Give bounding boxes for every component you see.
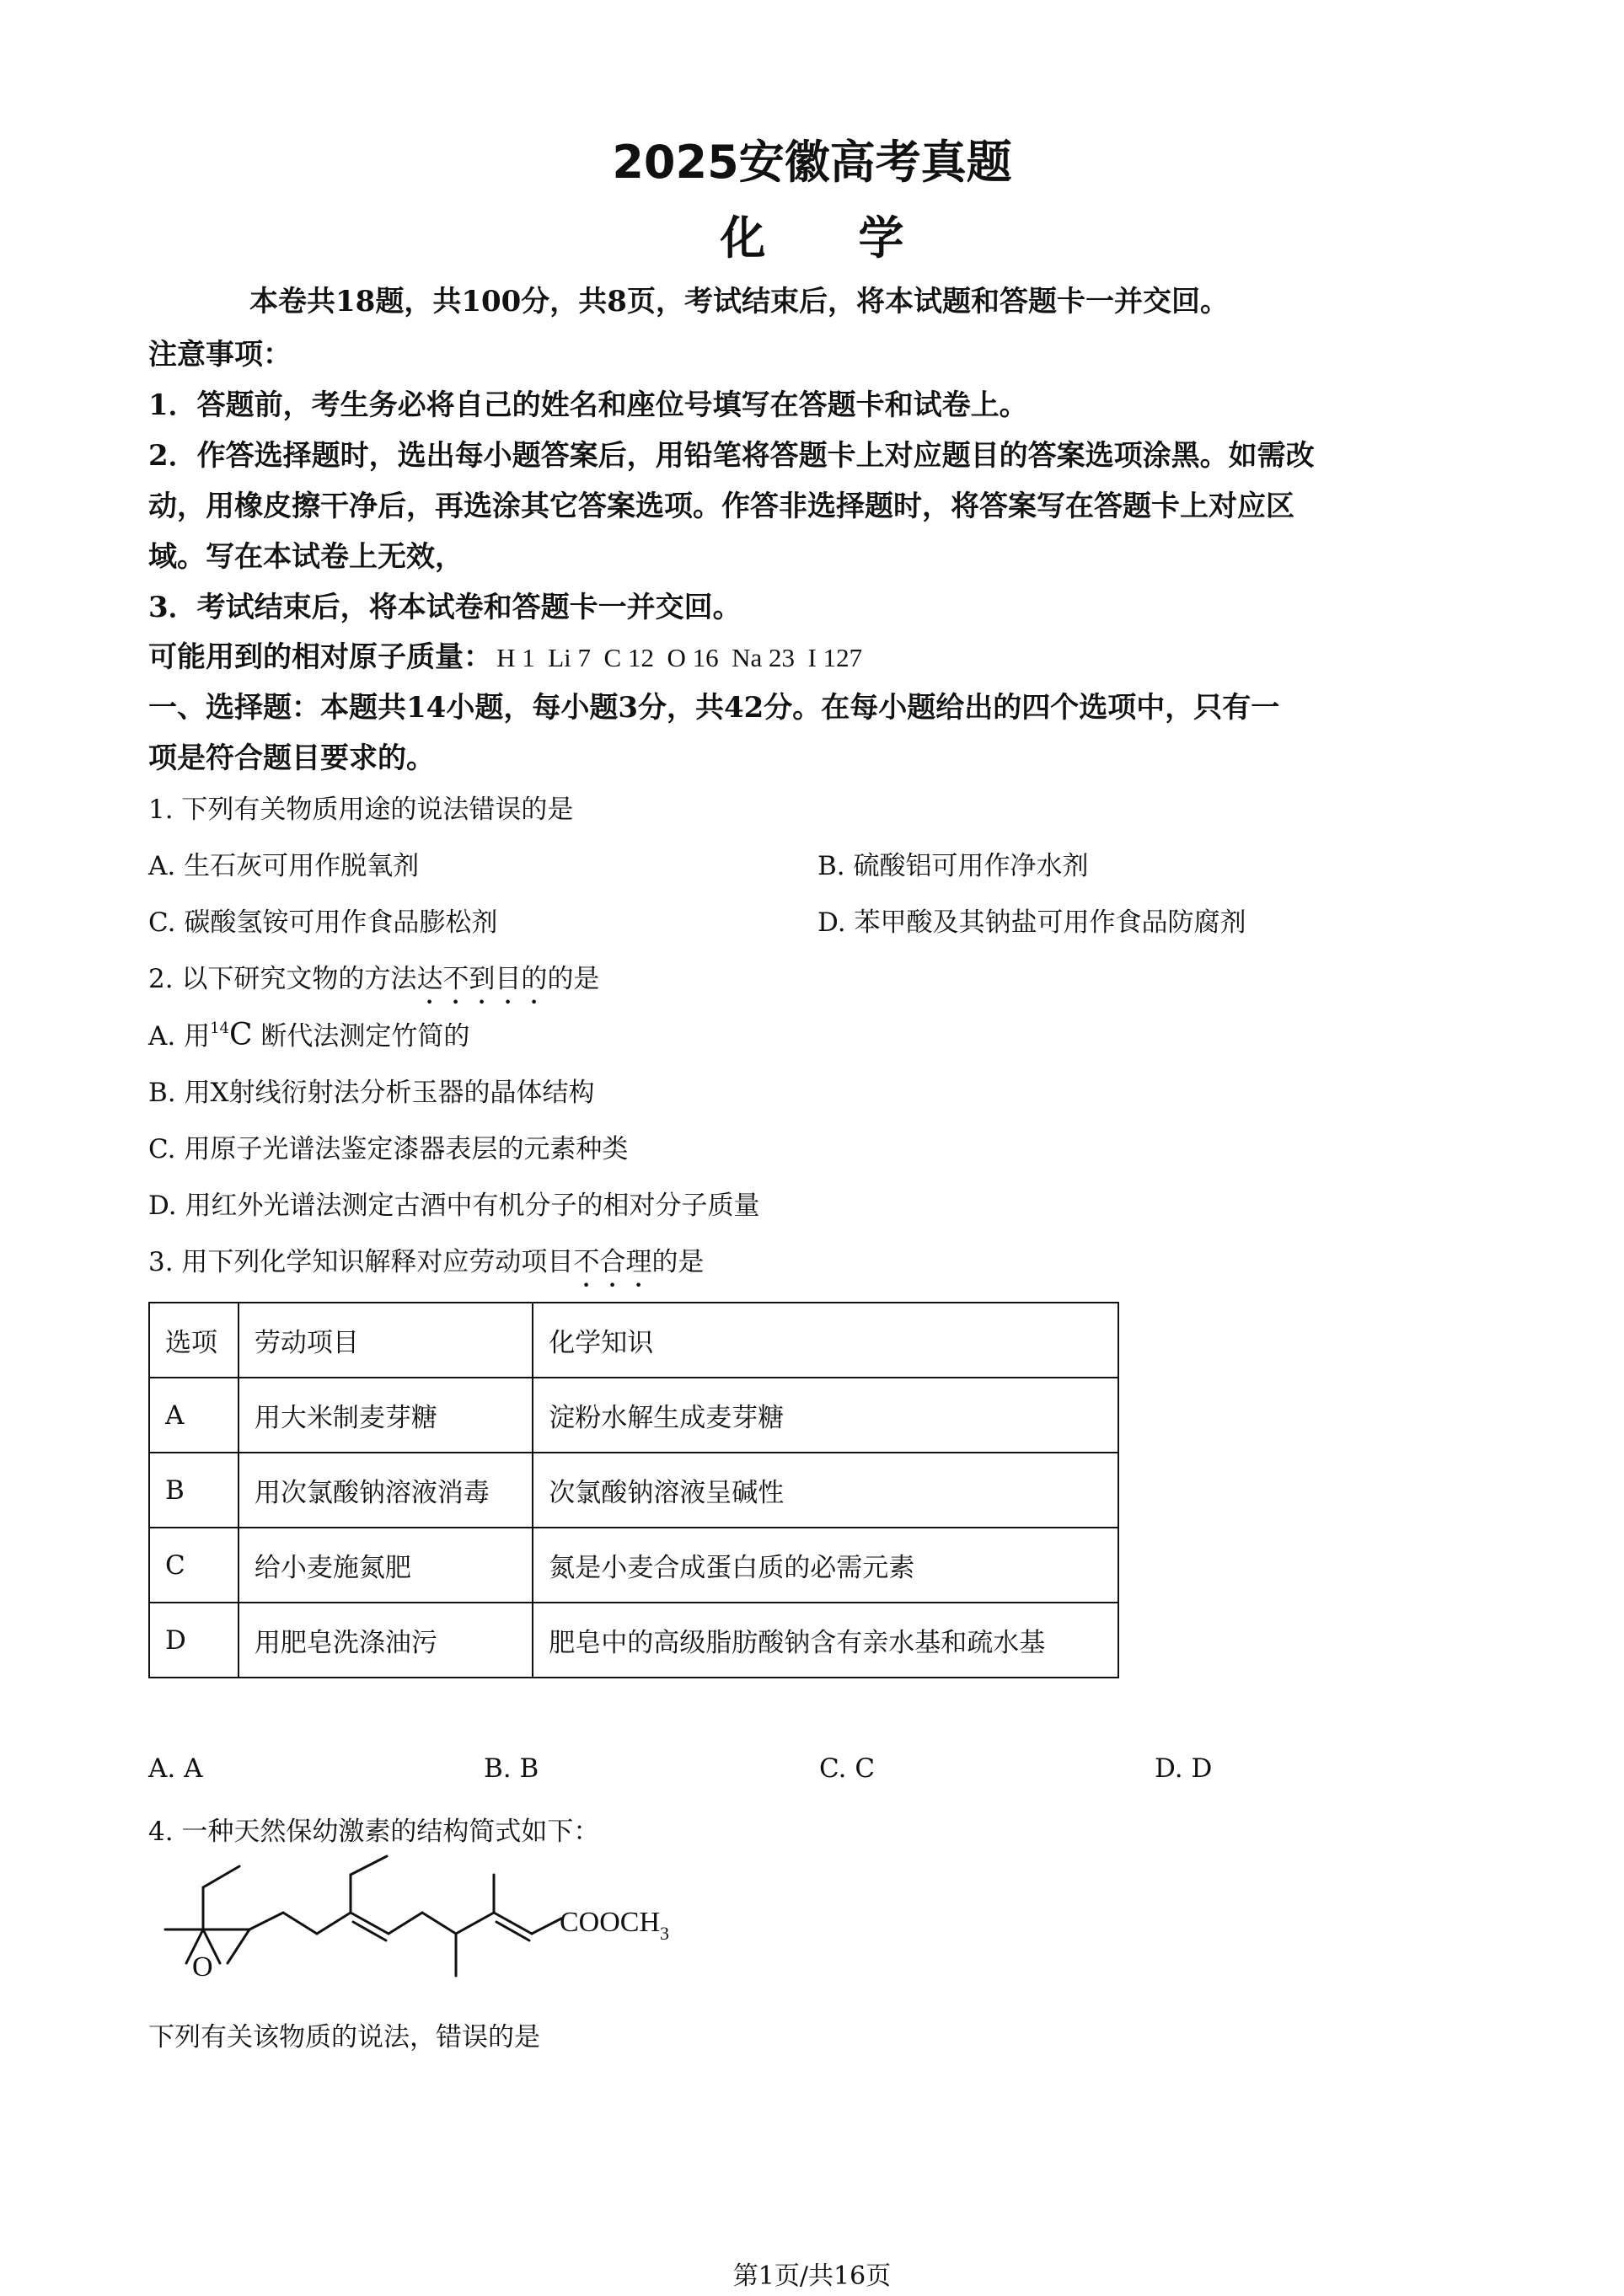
table-cell: 肥皂中的高级脂肪酸钠含有亲水基和疏水基 [533, 1603, 1118, 1678]
table-row [149, 1528, 1118, 1603]
atomic-mass-values: H 1 Li 7 C 12 O 16 Na 23 I 127 [496, 643, 863, 672]
table-cell: D [149, 1603, 239, 1678]
table-cell: 次氯酸钠溶液呈碱性 [533, 1453, 1118, 1528]
q2-stem-suffix: 的是 [547, 964, 600, 994]
atomic-mass-label: 可能用到的相对原子质量： [148, 640, 492, 674]
q3-stem-prefix: 3. 用下列化学知识解释对应劳动项目 [148, 1247, 574, 1277]
q1-option-c: C. 碳酸氢铵可用作食品膨松剂 [148, 907, 498, 938]
table-cell: C [149, 1528, 239, 1603]
exam-intro: 本卷共18题，共100分，共8页，考试结束后，将本试题和答题卡一并交回。 [249, 285, 1229, 318]
bond-line [203, 1866, 239, 1887]
q3-table [148, 1302, 1119, 1678]
isotope-symbol: C [229, 1018, 253, 1052]
section-1-line-1: 一、选择题：本题共14小题，每小题3分，共42分。在每小题给出的四个选项中，只有一 [148, 691, 1280, 725]
q2-stem [148, 957, 599, 1010]
q2-stem-emphasis: 达不到目的 [416, 964, 548, 994]
bond-line [317, 1913, 351, 1934]
ester-group-label [560, 1907, 669, 1944]
q2-option-a [148, 1014, 469, 1052]
table-header-cell: 劳动项目 [239, 1303, 533, 1378]
bond-line [389, 1913, 422, 1934]
page-number: 第1页/共16页 [732, 2261, 892, 2291]
notice-item-2-line-3: 域。写在本试卷上无效， [148, 540, 464, 574]
bond-line [532, 1919, 561, 1934]
q2-option-c: C. 用原子光谱法鉴定漆器表层的元素种类 [148, 1134, 629, 1164]
q1-option-d: D. 苯甲酸及其钠盐可用作食品防腐剂 [817, 907, 1246, 938]
q2-option-a-suffix: 断代法测定竹简的 [260, 1021, 470, 1052]
q1-option-b: B. 硫酸铝可用作净水剂 [817, 851, 1089, 881]
notice-heading: 注意事项： [148, 338, 292, 372]
q3-option-a: A. A [148, 1753, 203, 1784]
q1-option-a: A. 生石灰可用作脱氧剂 [148, 851, 420, 881]
table-cell: A [149, 1378, 239, 1453]
table-cell: 用大米制麦芽糖 [239, 1378, 533, 1453]
notice-item-1: 1．答题前，考生务必将自己的姓名和座位号填写在答题卡和试卷上。 [148, 388, 1028, 422]
table-cell: 氮是小麦合成蛋白质的必需元素 [533, 1528, 1118, 1603]
table-cell: 用次氯酸钠溶液消毒 [239, 1453, 533, 1528]
notice-item-2-line-1: 2．作答选择题时，选出每小题答案后，用铅笔将答题卡上对应题目的答案选项涂黑。如需改 [148, 439, 1315, 473]
table-row [149, 1453, 1118, 1528]
q3-stem-emphasis: 不合理 [573, 1247, 652, 1277]
isotope-mass-number: 14 [210, 1020, 230, 1037]
table-cell: 用肥皂洗涤油污 [239, 1603, 533, 1678]
notice-item-3: 3．考试结束后，将本试卷和答题卡一并交回。 [148, 591, 742, 624]
q3-option-c: C. C [819, 1753, 876, 1784]
q4-stem: 4. 一种天然保幼激素的结构简式如下： [148, 1817, 600, 1847]
q2-option-b: B. 用X射线衍射法分析玉器的晶体结构 [148, 1078, 595, 1108]
juvenile-hormone-structure [148, 1849, 738, 2010]
atomic-mass-line [148, 634, 862, 675]
q4-question: 下列有关该物质的说法，错误的是 [148, 2022, 540, 2052]
q2-stem-prefix: 2. 以下研究文物的方法 [148, 964, 417, 994]
oxygen-atom-label: O [192, 1951, 213, 1983]
bond-line [456, 1913, 494, 1934]
table-header-row [149, 1303, 1118, 1378]
table-row [149, 1378, 1118, 1453]
ester-group-subscript: 3 [660, 1923, 670, 1944]
table-cell: B [149, 1453, 239, 1528]
q3-option-b: B. B [484, 1753, 539, 1784]
q3-option-d: D. D [1155, 1753, 1213, 1784]
section-1-line-2: 项是符合题目要求的。 [148, 741, 435, 775]
bond-line [249, 1913, 283, 1929]
double-bond-line [353, 1922, 386, 1940]
table-header-cell: 选项 [149, 1303, 239, 1378]
bond-line [351, 1856, 387, 1875]
q1-stem: 1. 下列有关物质用途的说法错误的是 [148, 795, 574, 825]
table-cell: 给小麦施氮肥 [239, 1528, 533, 1603]
double-bond-line [496, 1922, 529, 1940]
q3-stem-suffix: 的是 [651, 1247, 705, 1277]
q2-option-d: D. 用红外光谱法测定古酒中有机分子的相对分子质量 [148, 1191, 760, 1221]
table-cell: 淀粉水解生成麦芽糖 [533, 1378, 1118, 1453]
subject-title: 化学 [720, 211, 997, 265]
notice-item-2-line-2: 动，用橡皮擦干净后，再选涂其它答案选项。作答非选择题时，将答案写在答题卡上对应区 [148, 490, 1294, 523]
table-row [149, 1603, 1118, 1678]
ester-group-text: COOCH [560, 1907, 661, 1938]
epoxide-bond-line [228, 1929, 249, 1963]
bond-line [422, 1913, 456, 1934]
exam-title: 2025安徽高考真题 [612, 136, 1012, 189]
table-header-cell: 化学知识 [533, 1303, 1118, 1378]
q2-option-a-prefix: A. 用 [148, 1021, 211, 1052]
q3-stem [148, 1240, 704, 1293]
bond-line [283, 1913, 317, 1934]
